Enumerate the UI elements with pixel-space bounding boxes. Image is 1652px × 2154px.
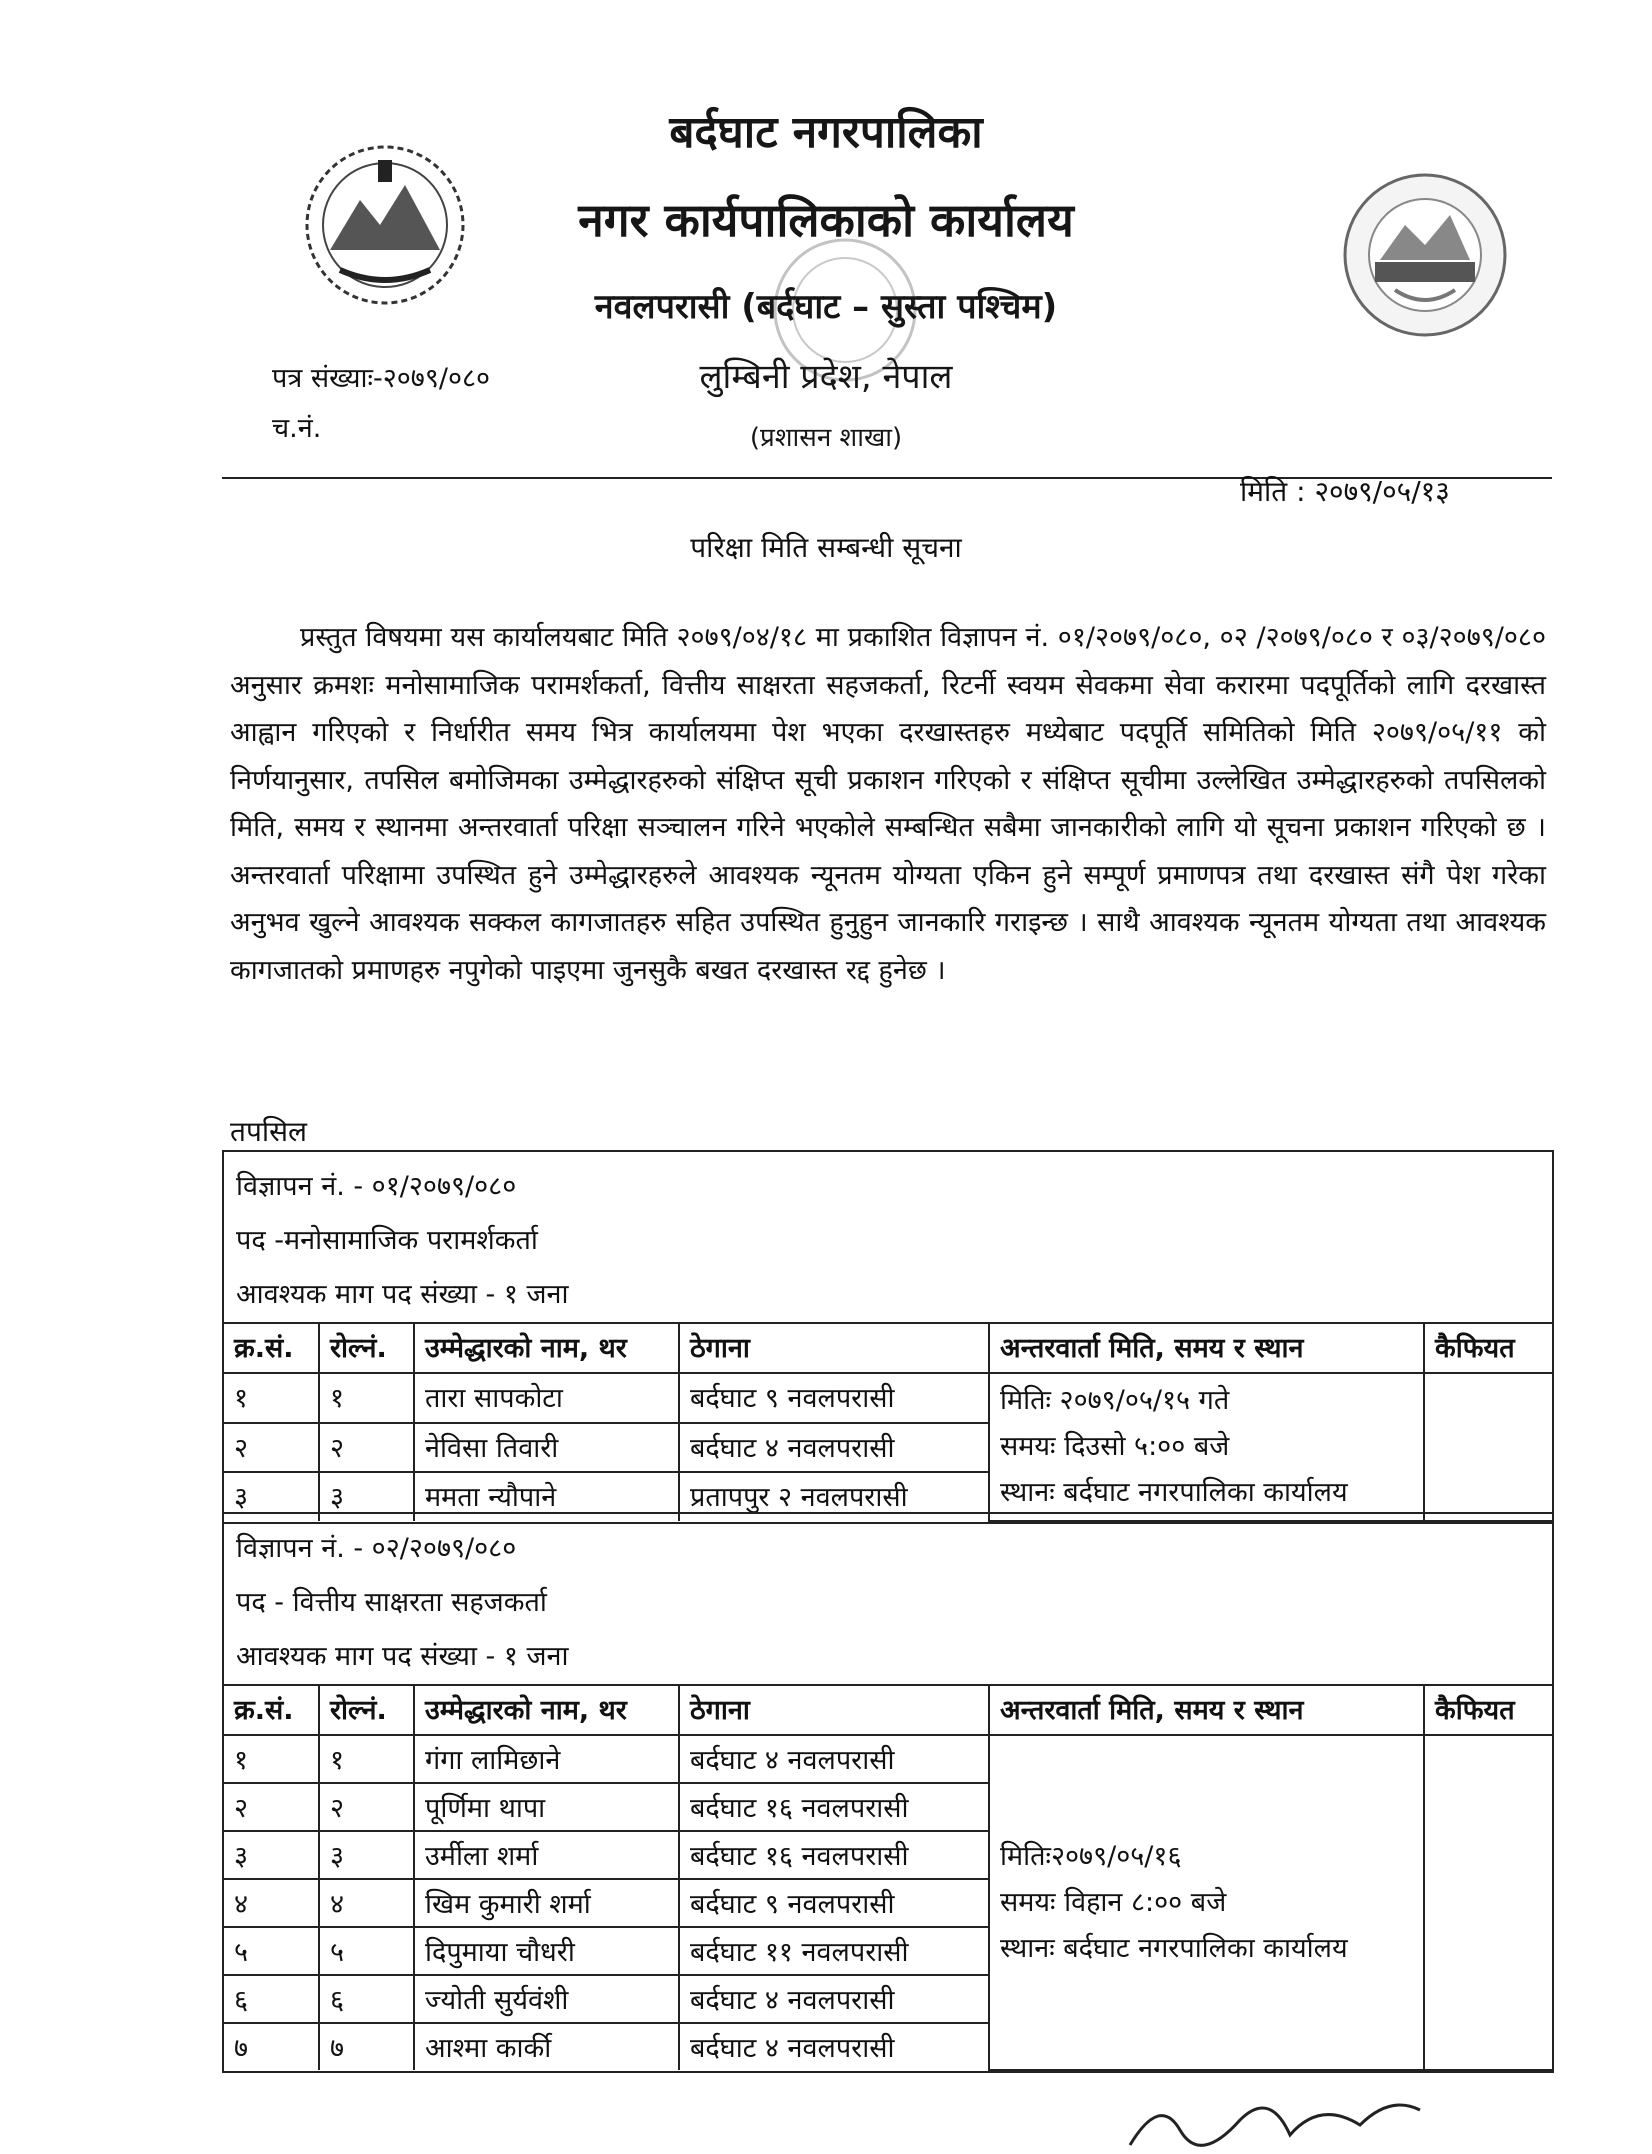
post-title: पद -मनोसामाजिक परामर्शकर्ता bbox=[236, 1225, 538, 1256]
col-address: ठेगाना bbox=[679, 1685, 989, 1735]
cell-roll: ७ bbox=[319, 2023, 414, 2070]
col-name: उम्मेद्धारको नाम, थर bbox=[414, 1685, 679, 1735]
ad-section-2 bbox=[222, 1512, 1554, 2073]
cell-name: गंगा लामिछाने bbox=[414, 1735, 679, 1783]
col-name: उम्मेद्धारको नाम, थर bbox=[414, 1323, 679, 1373]
cell-roll: ३ bbox=[319, 1472, 414, 1521]
required-count: आवश्यक माग पद संख्या - १ जना bbox=[236, 1279, 569, 1310]
cell-remarks bbox=[1424, 1735, 1552, 2070]
cell-interview bbox=[989, 1735, 1424, 2070]
col-interview: अन्तरवार्ता मिति, समय र स्थान bbox=[989, 1323, 1424, 1373]
cell-sn: ५ bbox=[224, 1927, 319, 1975]
cell-name: ज्योती सुर्यवंशी bbox=[414, 1975, 679, 2023]
cell-address: बर्दघाट ११ नवलपरासी bbox=[679, 1927, 989, 1975]
cell-address: बर्दघाट ४ नवलपरासी bbox=[679, 1975, 989, 2023]
candidate-table bbox=[224, 1684, 1552, 2071]
cell-sn: ७ bbox=[224, 2023, 319, 2070]
cell-name: तारा सापकोटा bbox=[414, 1373, 679, 1423]
cell-name: खिम कुमारी शर्मा bbox=[414, 1879, 679, 1927]
section-header bbox=[224, 1152, 1552, 1322]
cell-sn: १ bbox=[224, 1735, 319, 1783]
table-row bbox=[224, 1735, 1552, 1783]
cell-address: बर्दघाट १६ नवलपरासी bbox=[679, 1831, 989, 1879]
cell-sn: १ bbox=[224, 1373, 319, 1423]
col-interview: अन्तरवार्ता मिति, समय र स्थान bbox=[989, 1685, 1424, 1735]
cell-roll: ३ bbox=[319, 1831, 414, 1879]
cell-name: आश्मा कार्की bbox=[414, 2023, 679, 2070]
municipality-name: बर्दघाट नगरपालिका bbox=[669, 107, 983, 158]
ad-number: विज्ञापन नं. - ०२/२०७९/०८० bbox=[236, 1533, 517, 1564]
branch-line: (प्रशासन शाखा) bbox=[749, 423, 903, 453]
cell-interview bbox=[989, 1373, 1424, 1521]
cell-roll: १ bbox=[319, 1735, 414, 1783]
dispatch-number: च.नं. bbox=[272, 413, 322, 444]
signature bbox=[1120, 2090, 1440, 2154]
cell-address: बर्दघाट ४ नवलपरासी bbox=[679, 2023, 989, 2070]
col-roll: रोल्नं. bbox=[319, 1323, 414, 1373]
cell-name: उर्मीला शर्मा bbox=[414, 1831, 679, 1879]
cell-sn: २ bbox=[224, 1783, 319, 1831]
district-line: नवलपरासी (बर्दघाट – सुस्ता पश्चिम) bbox=[594, 287, 1058, 327]
cell-address: बर्दघाट ९ नवलपरासी bbox=[679, 1373, 989, 1423]
cell-sn: ३ bbox=[224, 1472, 319, 1521]
table-header-row bbox=[224, 1323, 1552, 1373]
notice-subject: परिक्षा मिति सम्बन्धी सूचना bbox=[690, 531, 962, 564]
cell-name: ममता न्यौपाने bbox=[414, 1472, 679, 1521]
office-name: नगर कार्यपालिकाको कार्यालय bbox=[578, 193, 1074, 247]
cell-sn: ४ bbox=[224, 1879, 319, 1927]
notice-date: मिति : २०७९/०५/१३ bbox=[1240, 475, 1450, 508]
table-header-row bbox=[224, 1685, 1552, 1735]
col-roll: रोल्नं. bbox=[319, 1685, 414, 1735]
letter-number: पत्र संख्याः-२०७९/०८० bbox=[272, 363, 491, 394]
cell-address: बर्दघाट ४ नवलपरासी bbox=[679, 1735, 989, 1783]
cell-remarks bbox=[1424, 1373, 1552, 1521]
cell-roll: ५ bbox=[319, 1927, 414, 1975]
cell-address: प्रतापपुर २ नवलपरासी bbox=[679, 1472, 989, 1521]
candidate-table bbox=[224, 1322, 1552, 1522]
cell-roll: १ bbox=[319, 1373, 414, 1423]
cell-address: बर्दघाट १६ नवलपरासी bbox=[679, 1783, 989, 1831]
province-line: लुम्बिनी प्रदेश, नेपाल bbox=[699, 357, 953, 397]
cell-roll: ६ bbox=[319, 1975, 414, 2023]
cell-address: बर्दघाट ९ नवलपरासी bbox=[679, 1879, 989, 1927]
ad-section-1 bbox=[222, 1150, 1554, 1524]
cell-name: दिपुमाया चौधरी bbox=[414, 1927, 679, 1975]
col-address: ठेगाना bbox=[679, 1323, 989, 1373]
col-remarks: कैफियत bbox=[1424, 1685, 1552, 1735]
interview-place: स्थानः बर्दघाट नगरपालिका कार्यालय bbox=[1000, 1932, 1348, 1964]
cell-roll: २ bbox=[319, 1423, 414, 1473]
interview-place: स्थानः बर्दघाट नगरपालिका कार्यालय bbox=[1000, 1477, 1348, 1508]
cell-roll: ४ bbox=[319, 1879, 414, 1927]
cell-sn: २ bbox=[224, 1423, 319, 1473]
post-title: पद - वित्तीय साक्षरता सहजकर्ता bbox=[236, 1587, 547, 1618]
required-count: आवश्यक माग पद संख्या - १ जना bbox=[236, 1641, 569, 1672]
interview-time: समयः दिउसो ५:०० बजे bbox=[1000, 1431, 1230, 1462]
col-remarks: कैफियत bbox=[1424, 1323, 1552, 1373]
ad-number: विज्ञापन नं. - ०१/२०७९/०८० bbox=[236, 1171, 517, 1202]
cell-address: बर्दघाट ४ नवलपरासी bbox=[679, 1423, 989, 1473]
details-label: तपसिल bbox=[230, 1115, 308, 1148]
section-header bbox=[224, 1514, 1552, 1684]
table-row bbox=[224, 1373, 1552, 1423]
cell-name: पूर्णिमा थापा bbox=[414, 1783, 679, 1831]
col-sn: क्र.सं. bbox=[224, 1323, 319, 1373]
cell-roll: २ bbox=[319, 1783, 414, 1831]
cell-sn: ६ bbox=[224, 1975, 319, 2023]
interview-date: मितिः २०७९/०५/१५ गते bbox=[1000, 1385, 1230, 1416]
cell-sn: ३ bbox=[224, 1831, 319, 1879]
interview-time: समयः विहान ८:०० बजे bbox=[1000, 1886, 1227, 1918]
notice-body: प्रस्तुत विषयमा यस कार्यालयबाट मिति २०७९/०४/१८ मा प्रकाशित विज्ञापन नं. ०१/२०७९/०८०, ०२ /२०७९/०८० र ०३/२०७९/०८० अनुसार क्रमशः मनोसामाजिक परामर्शकर्ता, वित्तीय साक्षरता सहजकर्ता, रिटर्नी स्वयम सेवकमा सेवा करारमा पदपूर्तिको लागि दरखास्त आह्वान गरिएको र निर्धारीत समय भित्र कार्यालयमा पेश भएका दरखास्तहरु मध्येबाट पदपूर्ति समितिको मिति २०७९/०५/११ को निर्णयानुसार, तपसिल बमोजिमका उम्मेद्धारहरुको संक्षिप्त सूची प्रकाशन गरिएको र संक्षिप्त सूचीमा उल्लेखित उम्मेद्धारहरुको तपसिलको मिति, समय र स्थानमा अन्तरवार्ता परिक्षा सञ्चालन गरिने भएकोले सम्बन्धित सबैमा जानकारीको लागि यो सूचना प्रकाशन गरिएको छ ।अन्तरवार्ता परिक्षामा उपस्थित हुने उम्मेद्धारहरुले आवश्यक न्यूनतम योग्यता एकिन हुने सम्पूर्ण प्रमाणपत्र तथा दरखास्त संगै पेश गरेका अनुभव खुल्ने आवश्यक सक्कल कागजातहरु सहित उपस्थित हुनुहुन जानकारि गराइन्छ । साथै आवश्यक न्यूनतम योग्यता तथा आवश्यक कागजातको प्रमाणहरु नपुगेको पाइएमा जुनसुकै बखत दरखास्त रद्द हुनेछ । bbox=[230, 622, 1546, 986]
col-sn: क्र.सं. bbox=[224, 1685, 319, 1735]
interview-date: मितिः२०७९/०५/१६ bbox=[1000, 1840, 1182, 1872]
cell-name: नेविसा तिवारी bbox=[414, 1423, 679, 1473]
